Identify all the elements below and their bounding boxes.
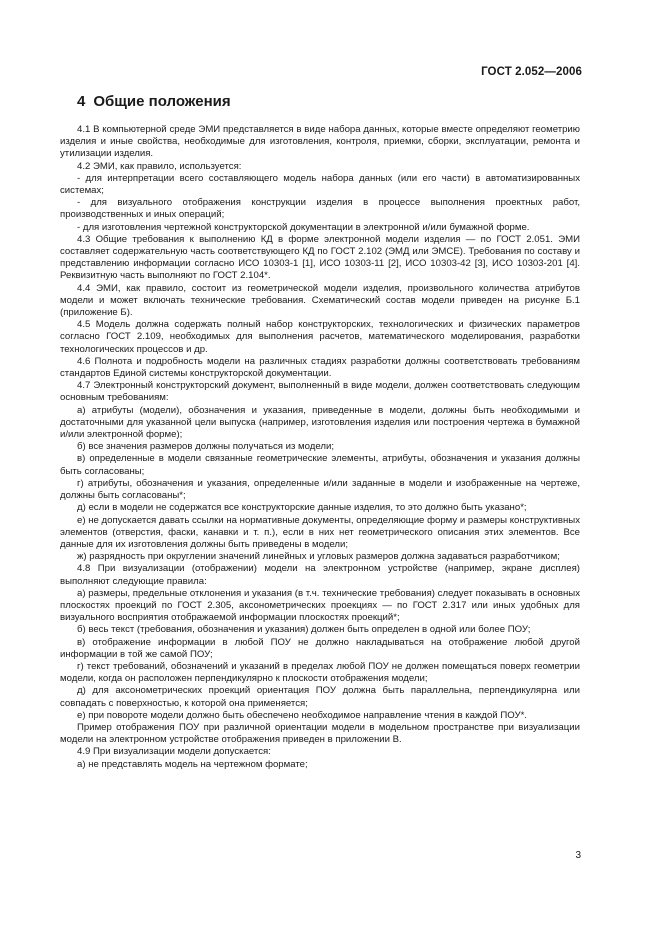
- paragraph: ж) разрядность при округлении значений линейных и угловых размеров должна задаваться разработчиком;: [77, 551, 560, 563]
- page-number: 3: [575, 850, 581, 861]
- body-text: [60, 124, 580, 771]
- paragraph: а) не представлять модель на чертежном формате;: [77, 758, 308, 770]
- paragraph: е) не допускается давать ссылки на нормативные документы, определяющие форму и размеры конструктивных элементов (отверстия, фаски, канавки и т. п.), если в них нет геометрического описания этих элементов. Все данные для их изготовления должны быть приведены в модели;: [60, 514, 580, 550]
- paragraph: - для интерпретации всего составляющего модель набора данных (или его части) в автоматизированных системах;: [60, 172, 580, 197]
- paragraph: в) определенные в модели связанные геометрические элементы, атрибуты, обозначения и указания должны быть согласованы;: [60, 453, 580, 477]
- document-code: ГОСТ 2.052—2006: [481, 66, 582, 78]
- paragraph: 4.9 При визуализации модели допускается:: [77, 746, 271, 758]
- paragraph: в) отображение информации в любой ПОУ не должно накладываться на отображение любой другой информации в той же самой ПОУ;: [60, 636, 580, 660]
- paragraph: а) атрибуты (модели), обозначения и указания, приведенные в модели, должны быть необходимыми и достаточными для указанной цели выпуска (например, изготовления изделия или построения чертежа в бумажной и/или электронной форме);: [60, 404, 580, 441]
- paragraph: е) при повороте модели должно быть обеспечено необходимое направление чтения в каждой ПОУ*.: [77, 709, 527, 721]
- paragraph: Пример отображения ПОУ при различной ориентации модели в модельном пространстве при визуализации модели на электронном устройстве отображения приведен в приложении В.: [60, 721, 580, 746]
- paragraph: 4.6 Полнота и подробность модели на различных стадиях разработки должны соответствовать требованиям стандартов Единой системы конструкторской документации.: [60, 355, 580, 380]
- paragraph: г) текст требований, обозначений и указаний в пределах любой ПОУ не должен помещаться поверх геометрии модели, когда он расположен перпендикулярно к плоскости отображения модели;: [60, 660, 580, 685]
- paragraph: 4.8 При визуализации (отображении) модели на электронном устройстве (например, экране дисплея) выполняют следующие правила:: [60, 563, 580, 587]
- section-title-text: Общие положения: [93, 93, 231, 110]
- paragraph: 4.7 Электронный конструкторский документ, выполненный в виде модели, должен соответствовать следующим основным требованиям:: [60, 380, 580, 404]
- paragraph: 4.3 Общие требования к выполнению КД в форме электронной модели изделия — по ГОСТ 2.051. ЭМИ составляет содержательную часть соответствующего КД по ГОСТ 2.102 (ЭМД или ЭМСЕ). Требования по составу и представлению информации согласно ИСО 10303-1 [1], ИСО 10303-11 [2], ИСО 10303-42 [3], ИСО 10303-201 [4]. Реквизитную часть выполняют по ГОСТ 2.104*.: [60, 233, 580, 282]
- paragraph: б) все значения размеров должны получаться из модели;: [77, 441, 335, 453]
- paragraph: г) атрибуты, обозначения и указания, определенные и/или заданные в модели и изображенные на чертеже, должны быть согласованы*;: [60, 477, 580, 502]
- paragraph: 4.4 ЭМИ, как правило, состоит из геометрической модели изделия, произвольного количества атрибутов модели и может включать технические требования. Схематический состав модели приведен на рисунке Б.1 (приложение Б).: [60, 282, 580, 319]
- paragraph: б) весь текст (требования, обозначения и указания) должен быть определен в одной или более ПОУ;: [77, 624, 531, 636]
- paragraph: д) для аксонометрических проекций ориентация ПОУ должна быть параллельна, перпендикулярна или совпадать с поверхностью, к которой она применяется;: [60, 685, 580, 709]
- paragraph: д) если в модели не содержатся все конструкторские данные изделия, то это должно быть указано*;: [77, 502, 527, 514]
- paragraph: - для изготовления чертежной конструкторской документации в электронной и/или бумажной форме.: [77, 221, 530, 233]
- paragraph: 4.1 В компьютерной среде ЭМИ представляется в виде набора данных, которые вместе определяют геометрию изделия и иные свойства, необходимые для изготовления, контроля, приемки, сборки, эксплуатации, ремонта и утилизации изделия.: [60, 124, 580, 160]
- paragraph: а) размеры, предельные отклонения и указания (в т.ч. технические требования) следует показывать в основных плоскостях проекций по ГОСТ 2.305, аксонометрических проекциях — по ГОСТ 2.317 или иных удобных для визуального восприятия отображаемой информации плоскостях проекций*;: [60, 587, 580, 624]
- paragraph: 4.2 ЭМИ, как правило, используется:: [77, 160, 242, 172]
- paragraph: 4.5 Модель должна содержать полный набор конструкторских, технологических и физических параметров согласно ГОСТ 2.109, необходимых для выполнения расчетов, математического моделирования, разработки технологических процессов и др.: [60, 319, 580, 355]
- section-heading: [77, 93, 231, 110]
- section-number: 4: [77, 93, 86, 110]
- paragraph: - для визуального отображения конструкции изделия в процессе выполнения проектных работ, производственных и иных операций;: [60, 197, 580, 221]
